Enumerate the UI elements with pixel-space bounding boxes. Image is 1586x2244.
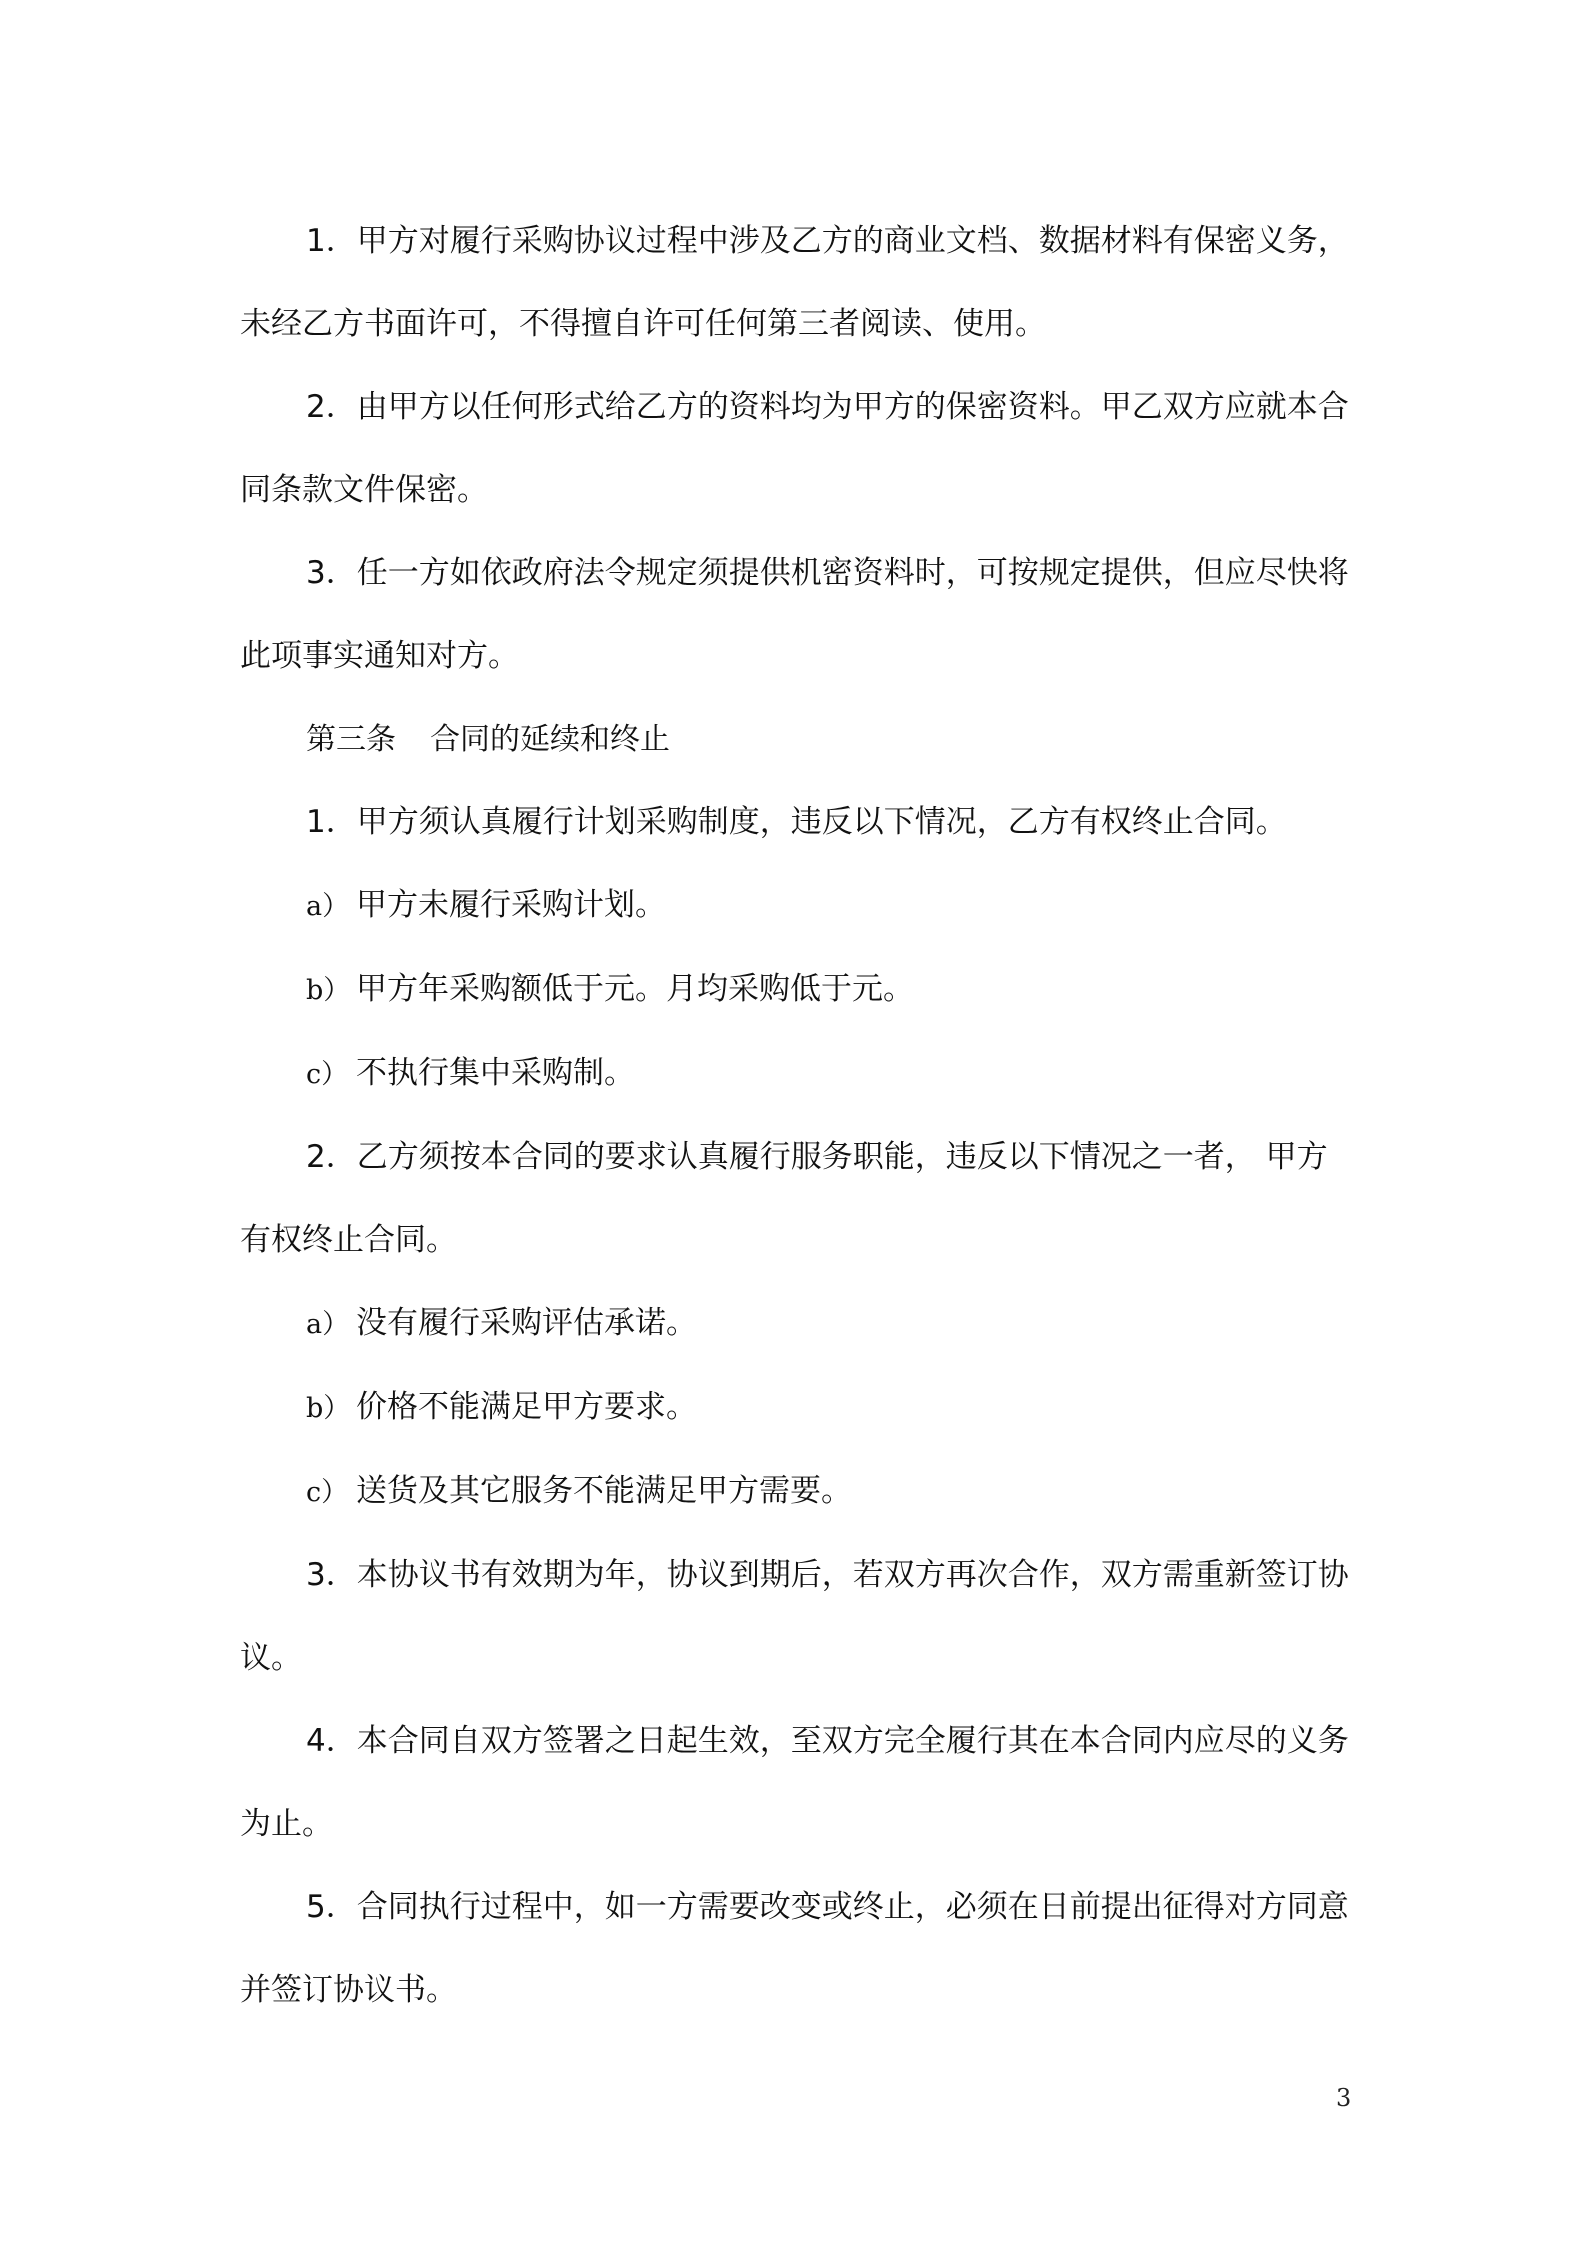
list-item [240, 864, 1350, 948]
paragraph-termination-4: 4．本合同自双方签署之日起生效，至双方完全履行其在本合同内应尽的义务为止。 [240, 1723, 1349, 1842]
list-item-marker: b） [306, 1393, 351, 1424]
paragraph-confidentiality-2: 2．由甲方以任何形式给乙方的资料均为甲方的保密资料。甲乙双方应就本合同条款文件保密。 [240, 389, 1349, 508]
list-item-marker: b） [306, 975, 351, 1006]
list-item-marker: a） [306, 1309, 350, 1340]
list-item-text: 价格不能满足甲方要求。 [356, 1389, 697, 1425]
list-item-text: 不执行集中采购制。 [356, 1055, 635, 1091]
paragraph-termination-1: 1．甲方须认真履行计划采购制度，违反以下情况，乙方有权终止合同。 [306, 804, 1287, 840]
list-item-marker: c） [306, 1059, 349, 1090]
document-body [240, 200, 1350, 2032]
list-item-text: 甲方未履行采购计划。 [356, 887, 666, 923]
list-item [240, 1450, 1350, 1534]
list-item-marker: a） [306, 891, 350, 922]
list-item [240, 1366, 1350, 1450]
list-item [240, 948, 1350, 1032]
paragraph-confidentiality-1: 1．甲方对履行采购协议过程中涉及乙方的商业文档、数据材料有保密义务，未经乙方书面许可，不得擅自许可任何第三者阅读、使用。 [240, 223, 1349, 342]
paragraph-termination-3: 3．本协议书有效期为年，协议到期后，若双方再次合作，双方需重新签订协议。 [240, 1557, 1349, 1676]
paragraph-termination-2: 2．乙方须按本合同的要求认真履行服务职能，违反以下情况之一者， 甲方有权终止合同。 [240, 1139, 1328, 1258]
paragraph-confidentiality-3: 3．任一方如依政府法令规定须提供机密资料时，可按规定提供，但应尽快将此项事实通知对方。 [240, 555, 1349, 674]
list-item-text: 甲方年采购额低于元。月均采购低于元。 [356, 971, 914, 1007]
article-number: 第三条 [306, 722, 396, 757]
article-heading [240, 698, 1350, 781]
article-title: 合同的延续和终止 [430, 722, 670, 757]
list-item [240, 1282, 1350, 1366]
list-item-text: 没有履行采购评估承诺。 [356, 1305, 697, 1341]
list-item-text: 送货及其它服务不能满足甲方需要。 [356, 1473, 852, 1509]
list-item-marker: c） [306, 1477, 349, 1508]
page-number: 3 [1336, 2084, 1352, 2112]
paragraph-termination-5: 5．合同执行过程中，如一方需要改变或终止，必须在日前提出征得对方同意并签订协议书。 [240, 1889, 1349, 2008]
list-item [240, 1032, 1350, 1116]
